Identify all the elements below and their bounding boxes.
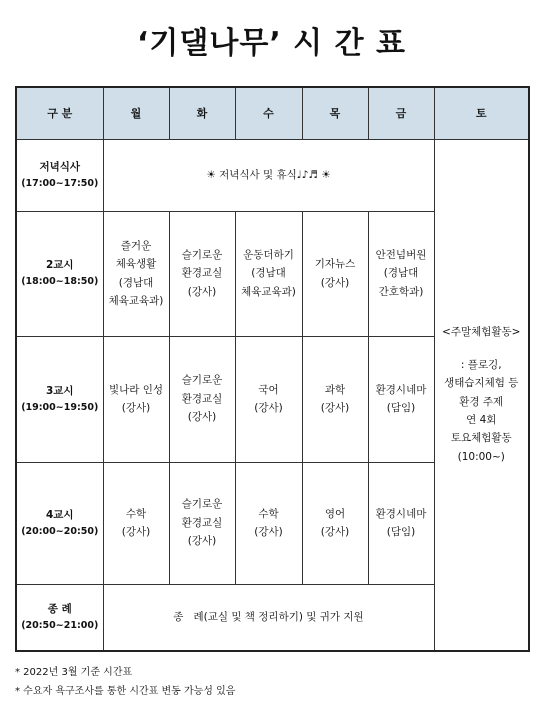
cell-line: 환경교실 [181, 392, 223, 405]
cell-line: 간호학과) [378, 285, 424, 298]
cell-line: 슬기로운 [181, 374, 223, 387]
class-cell [103, 336, 169, 462]
cell-line: 환경시네마 [375, 507, 427, 520]
class-cell [169, 211, 235, 336]
saturday-line: 생태습지체험 등 [444, 377, 519, 390]
saturday-heading: <주말체험활동> [442, 326, 521, 339]
cell-line: 슬기로운 [181, 248, 223, 261]
cell-line: 과학 [324, 383, 346, 396]
saturday-line: 연 4회 [466, 413, 497, 426]
header-thu: 목 [302, 87, 368, 139]
cell-line: 체육생활 [115, 258, 157, 271]
period-name: 4교시 [45, 508, 74, 521]
cell-line: (강사) [187, 411, 217, 424]
footnotes [15, 664, 235, 701]
row-label-period-2 [16, 211, 103, 336]
cell-line: (강사) [320, 526, 350, 538]
header-fri: 금 [368, 87, 434, 139]
period-time: (17:00~17:50) [21, 177, 99, 189]
saturday-line: : 플로깅, [460, 358, 502, 371]
cell-line: (강사) [320, 402, 350, 414]
header-wed: 수 [235, 87, 302, 139]
timetable [15, 86, 530, 652]
cell-line: 안전넘버원 [375, 248, 427, 261]
cell-line: (강사) [121, 526, 151, 538]
cell-line: (경남대 [118, 276, 154, 289]
cell-line: (강사) [121, 402, 151, 414]
cell-line: 체육교육과) [241, 285, 296, 298]
cell-line: (강사) [187, 285, 217, 298]
period-time: (19:00~19:50) [21, 401, 99, 413]
header-mon: 월 [103, 87, 169, 139]
cell-line: (경남대 [383, 267, 419, 280]
cell-line: (강사) [254, 526, 283, 538]
class-cell [235, 336, 302, 462]
row-label-period-3 [16, 336, 103, 462]
cell-line: (경남대 [251, 267, 286, 280]
header-tue: 화 [169, 87, 235, 139]
cell-line: (강사) [254, 402, 283, 414]
header-sat: 토 [434, 87, 529, 139]
cell-line: 체육교육과) [108, 294, 164, 307]
class-cell [302, 336, 368, 462]
saturday-line: (10:00~) [457, 450, 505, 463]
cell-line: 환경교실 [181, 267, 223, 280]
page-title: ‘기댈나무’ 시 간 표 [137, 26, 406, 61]
class-cell [302, 462, 368, 584]
cell-line: 국어 [258, 383, 279, 396]
cell-line: (강사) [320, 276, 350, 289]
row-label-dinner [16, 139, 103, 211]
cell-line: 환경시네마 [375, 383, 427, 396]
period-name: 저녁식사 [39, 160, 81, 173]
cell-line: 즐거운 [120, 239, 152, 252]
cell-line: 운동더하기 [243, 248, 294, 261]
saturday-line: 토요체험활동 [450, 432, 512, 445]
cell-line: (담임) [386, 402, 416, 414]
class-cell [368, 336, 434, 462]
row-label-closing [16, 584, 103, 651]
period-name: 2교시 [45, 259, 74, 271]
saturday-line: 환경 주제 [459, 395, 504, 408]
cell-line: 환경교실 [181, 516, 223, 529]
class-cell [368, 211, 434, 336]
period-time: (20:50~21:00) [21, 620, 99, 632]
cell-line: 영어 [324, 507, 346, 520]
period-name: 종 례 [47, 602, 72, 615]
cell-line: (담임) [386, 526, 416, 538]
period-time: (20:00~20:50) [21, 525, 99, 537]
row-label-period-4 [16, 462, 103, 584]
dinner-merged-cell: ☀ 저녁식사 및 휴식♩♪♬ ☀ [103, 139, 434, 211]
class-cell [169, 336, 235, 462]
cell-line: (강사) [187, 535, 217, 548]
header-division: 구 분 [16, 87, 103, 139]
class-cell [169, 462, 235, 584]
period-name: 3교시 [45, 384, 74, 397]
class-cell [302, 211, 368, 336]
footnote: * 2022년 3월 기준 시간표 [15, 667, 133, 678]
period-time: (18:00~18:50) [21, 276, 99, 288]
footnote: * 수요자 욕구조사를 통한 시간표 변동 가능성 있음 [15, 685, 236, 697]
cell-line: 수학 [258, 507, 279, 520]
row-dinner [16, 139, 529, 211]
class-cell [235, 211, 302, 336]
cell-line: 슬기로운 [181, 498, 223, 511]
header-row [16, 87, 529, 139]
cell-line: 수학 [125, 507, 147, 520]
class-cell [103, 462, 169, 584]
saturday-cell [434, 139, 529, 651]
class-cell [103, 211, 169, 336]
class-cell [368, 462, 434, 584]
closing-merged-cell: 종 례(교실 및 책 정리하기) 및 귀가 지원 [103, 584, 434, 651]
class-cell [235, 462, 302, 584]
cell-line: 기자뉴스 [314, 258, 356, 271]
cell-line: 빛나라 인성 [108, 383, 164, 396]
